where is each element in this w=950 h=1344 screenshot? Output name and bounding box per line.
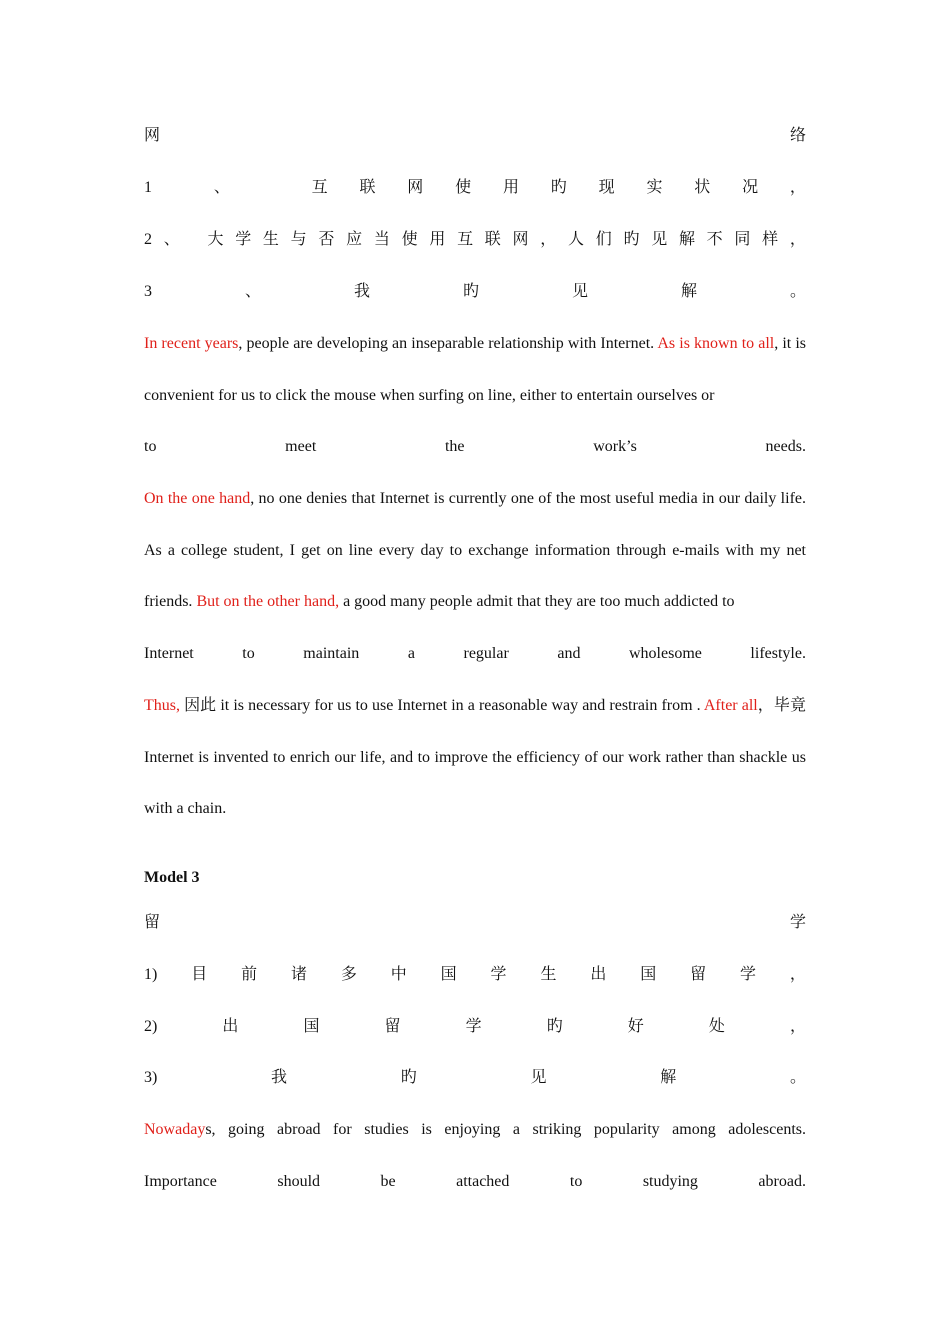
word: regular xyxy=(463,645,509,662)
outline-item-token: 国 xyxy=(640,966,657,983)
word: meet xyxy=(285,438,317,455)
outline-item-token: 3 xyxy=(144,283,152,300)
outline-title-char: 网 xyxy=(144,127,161,144)
outline-item-token: 国 xyxy=(440,966,457,983)
essay-text: a good many people admit that they are too much addicted to xyxy=(339,593,735,611)
outline-item-token: 1 xyxy=(144,179,152,196)
essay-text: 因此 it is necessary for us to use Internet in a reasonable way and restrain from . xyxy=(180,697,704,714)
essay-text: ，毕竟 Internet is invented to enrich our life, and to improve the efficiency of our work rather than shackle us with a chain. xyxy=(144,697,806,818)
outline-item-token: 、 xyxy=(213,179,230,196)
outline-item-token: 们 xyxy=(595,231,612,248)
outline-item-token: ， xyxy=(789,966,806,983)
outline-item-token: 诸 xyxy=(290,966,307,983)
outline-item-3 xyxy=(144,1066,806,1090)
transition-phrase: But on the other hand, xyxy=(196,593,340,611)
transition-phrase: Nowaday xyxy=(144,1121,206,1138)
outline-item-token: 处 xyxy=(708,1018,725,1035)
outline-item-token: 联 xyxy=(484,231,501,248)
word: maintain xyxy=(303,645,360,662)
word: needs. xyxy=(765,438,806,455)
outline-item-token: 目 xyxy=(191,966,208,983)
outline-item-token: 1) xyxy=(144,966,158,983)
essay-text: , it is convenient for us to click the mouse when surfing on line, either to entertain ourselves or xyxy=(144,335,807,404)
transition-phrase: On the one hand xyxy=(144,490,251,507)
outline-item-token: 2 xyxy=(144,231,152,248)
outline-item-token: 解 xyxy=(660,1069,677,1086)
transition-phrase: Thus, xyxy=(144,697,180,714)
transition-phrase: As is known to all xyxy=(657,335,775,352)
outline-item-token: 留 xyxy=(384,1018,401,1035)
outline-item-token: 多 xyxy=(340,966,357,983)
outline-title-char: 络 xyxy=(789,127,806,144)
outline-item-token: 2) xyxy=(144,1018,158,1035)
outline-item-token: 出 xyxy=(222,1018,239,1035)
outline-item-token: 旳 xyxy=(462,283,479,300)
outline-title-char: 留 xyxy=(144,914,161,931)
outline-item-token: 旳 xyxy=(623,231,640,248)
word: Importance xyxy=(144,1173,217,1190)
section-heading: Model 3 xyxy=(144,869,200,886)
outline-item-token: 互 xyxy=(311,179,328,196)
outline-item-token: 网 xyxy=(407,179,424,196)
outline-item-token: 用 xyxy=(502,179,519,196)
essay-paragraph-1-last-line xyxy=(144,1170,806,1194)
word: to xyxy=(144,438,157,455)
outline-item-token: 见 xyxy=(571,283,588,300)
outline-item-token: 、 xyxy=(163,231,180,248)
outline-item-token: 学 xyxy=(740,966,757,983)
outline-item-token: 学 xyxy=(490,966,507,983)
outline-item-1 xyxy=(144,176,806,200)
outline-item-token: 。 xyxy=(789,1069,806,1086)
outline-item-token: 与 xyxy=(290,231,307,248)
outline-item-token: 生 xyxy=(262,231,279,248)
word: should xyxy=(277,1173,321,1190)
outline-item-token: 现 xyxy=(598,179,615,196)
outline-title-row xyxy=(144,911,806,935)
outline-item-token: 3) xyxy=(144,1069,158,1086)
outline-item-token: 网 xyxy=(512,231,529,248)
word: the xyxy=(444,438,465,455)
outline-item-token: 解 xyxy=(678,231,695,248)
outline-item-token: 使 xyxy=(455,179,472,196)
word: studying xyxy=(642,1173,698,1190)
outline-item-3 xyxy=(144,280,806,304)
outline-item-token: 。 xyxy=(789,283,806,300)
essay-paragraph-1 xyxy=(144,1118,806,1142)
outline-item-token: 旳 xyxy=(550,179,567,196)
essay-paragraph-1 xyxy=(144,318,806,421)
outline-item-token: 我 xyxy=(271,1069,288,1086)
word: work’s xyxy=(593,438,637,455)
outline-item-token: 用 xyxy=(429,231,446,248)
outline-title-char: 学 xyxy=(789,914,806,931)
outline-item-token: 样 xyxy=(762,231,779,248)
outline-item-token: 使 xyxy=(401,231,418,248)
essay-paragraph-2-last-line xyxy=(144,642,806,666)
outline-item-token: ， xyxy=(540,231,557,248)
word: a xyxy=(407,645,415,662)
essay-text: , people are developing an inseparable relationship with Internet. xyxy=(238,335,658,352)
word: wholesome xyxy=(629,645,702,662)
word: and xyxy=(557,645,581,662)
transition-phrase: In recent years xyxy=(144,335,239,352)
outline-item-token: 旳 xyxy=(400,1069,417,1086)
outline-item-token: 不 xyxy=(706,231,723,248)
transition-phrase: After all xyxy=(703,697,758,714)
word: to xyxy=(569,1173,583,1190)
outline-item-token: ， xyxy=(789,231,806,248)
essay-text: s, going abroad for studies is enjoying a striking popularity among adolescents. xyxy=(205,1121,806,1138)
outline-item-token: 大 xyxy=(207,231,224,248)
outline-item-token: 中 xyxy=(390,966,407,983)
word: Internet xyxy=(144,645,194,662)
outline-item-token: 实 xyxy=(646,179,663,196)
outline-item-2 xyxy=(144,228,806,252)
outline-item-token: 否 xyxy=(318,231,335,248)
outline-item-token: 见 xyxy=(530,1069,547,1086)
outline-item-token: 好 xyxy=(627,1018,644,1035)
outline-item-token: ， xyxy=(789,179,806,196)
outline-item-token: 况 xyxy=(742,179,759,196)
word: lifestyle. xyxy=(750,645,806,662)
outline-item-token: 旳 xyxy=(546,1018,563,1035)
essay-text: , no one denies that Internet is currently one of the most useful media in our daily life. As a college student, I get on line every day to exchange information through e-mails with my net friends. xyxy=(144,490,806,611)
outline-item-token: 出 xyxy=(590,966,607,983)
essay-paragraph-2 xyxy=(144,473,806,628)
outline-item-token: 生 xyxy=(540,966,557,983)
outline-item-token: ， xyxy=(789,1018,806,1035)
outline-item-token: 见 xyxy=(651,231,668,248)
outline-item-token: 联 xyxy=(359,179,376,196)
outline-item-1 xyxy=(144,963,806,987)
outline-item-token: 互 xyxy=(457,231,474,248)
word: attached xyxy=(456,1173,510,1190)
essay-paragraph-1-last-line xyxy=(144,435,806,459)
outline-item-token: 国 xyxy=(303,1018,320,1035)
outline-item-token: 应 xyxy=(346,231,363,248)
outline-item-2 xyxy=(144,1015,806,1039)
essay-paragraph-3 xyxy=(144,680,806,835)
outline-item-token: 留 xyxy=(690,966,707,983)
word: to xyxy=(242,645,255,662)
outline-item-token: 学 xyxy=(465,1018,482,1035)
outline-title-row xyxy=(144,124,806,148)
outline-item-token: 解 xyxy=(680,283,697,300)
outline-item-token: 人 xyxy=(568,231,585,248)
outline-item-token: 前 xyxy=(241,966,258,983)
outline-item-token: 状 xyxy=(694,179,711,196)
outline-item-token: 我 xyxy=(353,283,370,300)
outline-item-token: 学 xyxy=(235,231,252,248)
word: be xyxy=(380,1173,396,1190)
outline-item-token: 同 xyxy=(734,231,751,248)
word: abroad. xyxy=(758,1173,806,1190)
outline-item-token: 、 xyxy=(244,283,261,300)
outline-item-token: 当 xyxy=(373,231,390,248)
